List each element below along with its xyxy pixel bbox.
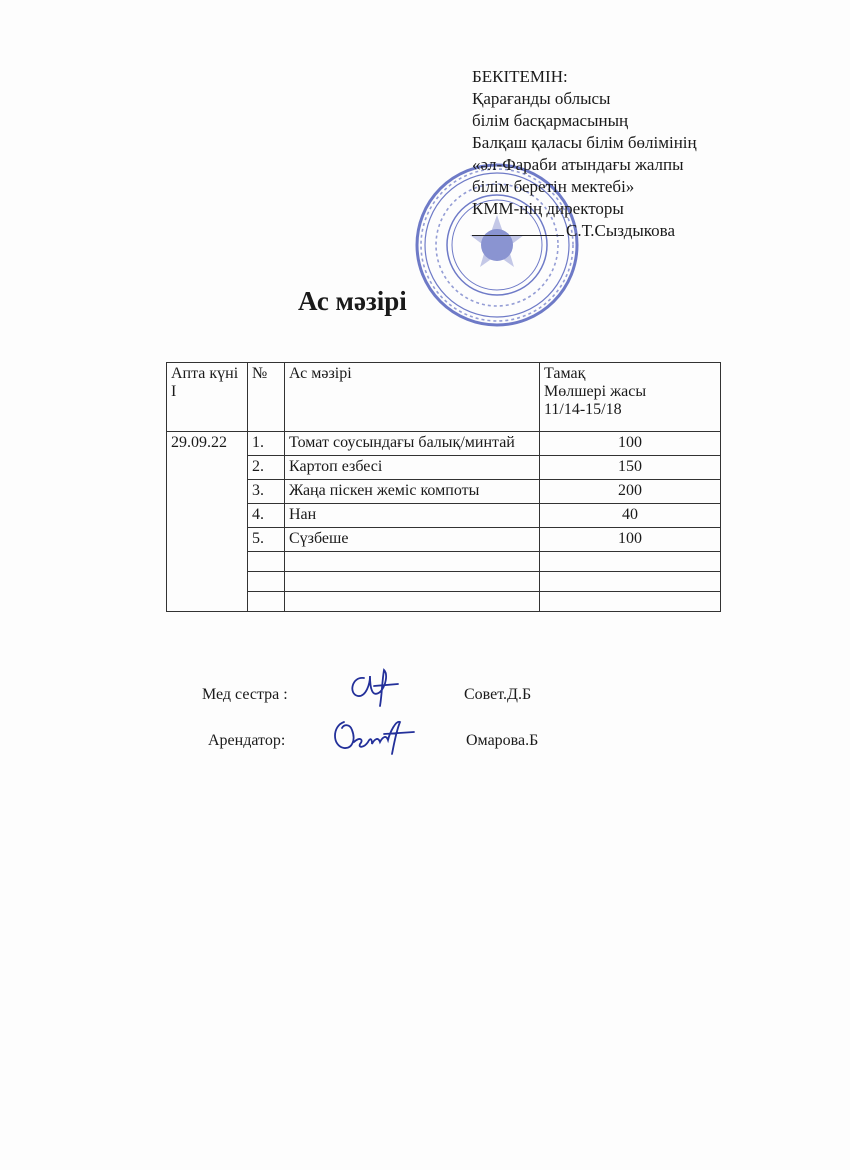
nurse-name: Совет.Д.Б	[464, 686, 532, 703]
empty-cell	[285, 572, 540, 592]
approval-line: білім беретін мектебі»	[472, 177, 635, 196]
row-amount: 200	[540, 480, 721, 504]
nurse-handwritten-signature-icon	[340, 664, 400, 710]
empty-cell	[248, 592, 285, 612]
empty-cell	[248, 572, 285, 592]
row-amount: 150	[540, 456, 721, 480]
row-number: 5.	[248, 528, 285, 552]
approval-line: Қарағанды облысы	[472, 89, 611, 108]
date-cell: 29.09.22	[167, 432, 248, 612]
approval-block	[472, 66, 772, 242]
row-amount: 100	[540, 528, 721, 552]
row-dish: Нан	[285, 504, 540, 528]
row-dish: Жаңа піскен жеміс компоты	[285, 480, 540, 504]
approval-line: КММ-нің директоры	[472, 199, 624, 218]
empty-cell	[540, 592, 721, 612]
header-portion-line: Мөлшері жасы	[544, 383, 647, 400]
empty-row	[167, 572, 721, 592]
row-number: 4.	[248, 504, 285, 528]
row-amount: 40	[540, 504, 721, 528]
empty-cell	[285, 592, 540, 612]
empty-cell	[248, 552, 285, 572]
empty-row	[167, 592, 721, 612]
header-portion	[540, 363, 721, 432]
row-number: 1.	[248, 432, 285, 456]
approval-line: Балқаш қаласы білім бөлімінің	[472, 133, 697, 152]
row-number: 2.	[248, 456, 285, 480]
nurse-role-label: Мед сестра :	[202, 686, 288, 703]
header-day: Апта күні І	[167, 363, 248, 432]
page-title: Ас мәзірі	[298, 286, 407, 316]
table-row	[167, 480, 721, 504]
row-dish: Картоп езбесі	[285, 456, 540, 480]
director-signature-line	[472, 220, 772, 242]
header-dish: Ас мәзірі	[285, 363, 540, 432]
approval-line: «әл-Фараби атындағы жалпы	[472, 155, 684, 174]
empty-cell	[540, 552, 721, 572]
table-header-row	[167, 363, 721, 432]
header-portion-line: 11/14-15/18	[544, 401, 622, 418]
approval-heading: БЕКІТЕМІН:	[472, 67, 568, 86]
table-row	[167, 528, 721, 552]
table-row	[167, 456, 721, 480]
signature-underline	[472, 221, 564, 236]
nurse-signature-row	[202, 686, 602, 710]
table-row	[167, 504, 721, 528]
empty-cell	[285, 552, 540, 572]
empty-cell	[540, 572, 721, 592]
row-number: 3.	[248, 480, 285, 504]
menu-table	[166, 362, 721, 612]
row-dish: Томат соусындағы балық/минтай	[285, 432, 540, 456]
table-row	[167, 432, 721, 456]
row-amount: 100	[540, 432, 721, 456]
tenant-name: Омарова.Б	[466, 732, 539, 749]
empty-row	[167, 552, 721, 572]
header-portion-line: Тамақ	[544, 365, 586, 382]
header-number: №	[248, 363, 285, 432]
tenant-handwritten-signature-icon	[330, 712, 416, 758]
approval-line: білім басқармасының	[472, 111, 629, 130]
row-dish: Сүзбеше	[285, 528, 540, 552]
director-name: С.Т.Сыздыкова	[566, 221, 676, 240]
tenant-role-label: Арендатор:	[208, 732, 286, 749]
